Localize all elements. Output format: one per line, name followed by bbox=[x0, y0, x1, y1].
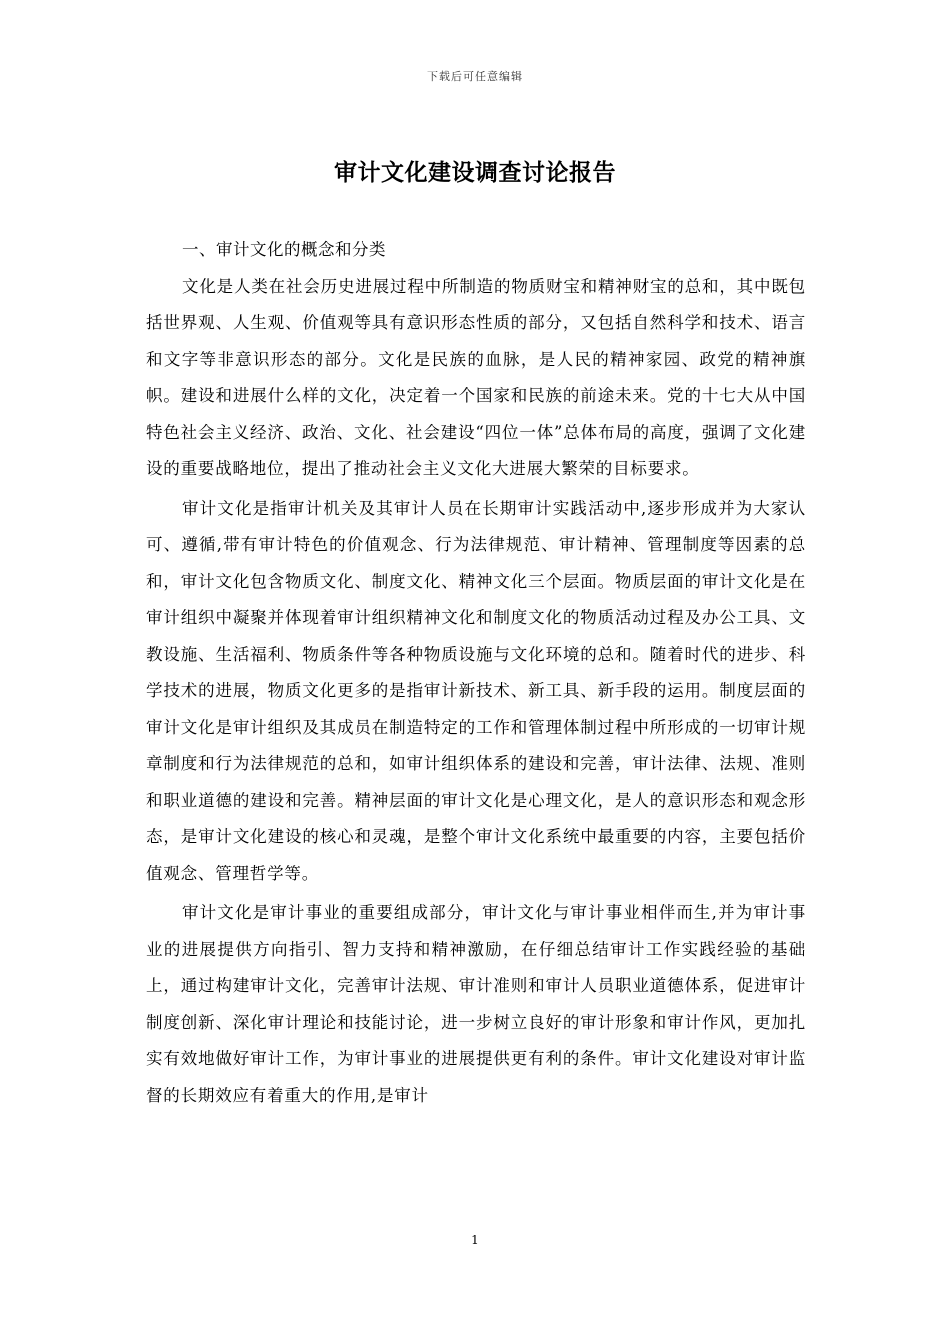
header-note: 下载后可任意编辑 bbox=[427, 70, 523, 83]
document-title: 审计文化建设调查讨论报告 bbox=[334, 160, 616, 186]
page-number: 1 bbox=[471, 1233, 479, 1247]
paragraph-2: 审计文化是指审计机关及其审计人员在长期审计实践活动中,逐步形成并为大家认可、遵循,带有审计特色的价值观念、行为法律规范、审计精神、管理制度等因素的总和，审计文化包含物质文化、制度文化、精神文化三个层面。物质层面的审计文化是在审计组织中凝聚并体现着审计组织精神文化和制度文化的物质活动过程及办公工具、文教设施、生活福利、物质条件等各种物质设施与文化环境的总和。随着时代的进步、科学技术的进展，物质文化更多的是指审计新技术、新工具、新手段的运用。制度层面的审计文化是审计组织及其成员在制造特定的工作和管理体制过程中所形成的一切审计规章制度和行为法律规范的总和，如审计组织体系的建设和完善，审计法律、法规、准则和职业道德的建设和完善。精神层面的审计文化是心理文化，是人的意识形态和观念形态，是审计文化建设的核心和灵魂，是整个审计文化系统中最重要的内容，主要包括价值观念、管理哲学等。 bbox=[146, 498, 806, 883]
section-heading: 一、审计文化的概念和分类 bbox=[182, 240, 386, 259]
document-body bbox=[146, 232, 806, 1114]
paragraph-3: 审计文化是审计事业的重要组成部分，审计文化与审计事业相伴而生,并为审计事业的进展提供方向指引、智力支持和精神激励，在仔细总结审计工作实践经验的基础上，通过构建审计文化，完善审计法规、审计准则和审计人员职业道德体系，促进审计制度创新、深化审计理论和技能讨论，进一步树立良好的审计形象和审计作风，更加扎实有效地做好审计工作，为审计事业的进展提供更有利的条件。审计文化建设对审计监督的长期效应有着重大的作用,是审计 bbox=[146, 903, 806, 1105]
paragraph-1: 文化是人类在社会历史进展过程中所制造的物质财宝和精神财宝的总和，其中既包括世界观、人生观、价值观等具有意识形态性质的部分，又包括自然科学和技术、语言和文字等非意识形态的部分。文化是民族的血脉，是人民的精神家园、政党的精神旗帜。建设和进展什么样的文化，决定着一个国家和民族的前途未来。党的十七大从中国特色社会主义经济、政治、文化、社会建设“四位一体”总体布局的高度，强调了文化建设的重要战略地位，提出了推动社会主义文化大进展大繁荣的目标要求。 bbox=[146, 276, 806, 478]
